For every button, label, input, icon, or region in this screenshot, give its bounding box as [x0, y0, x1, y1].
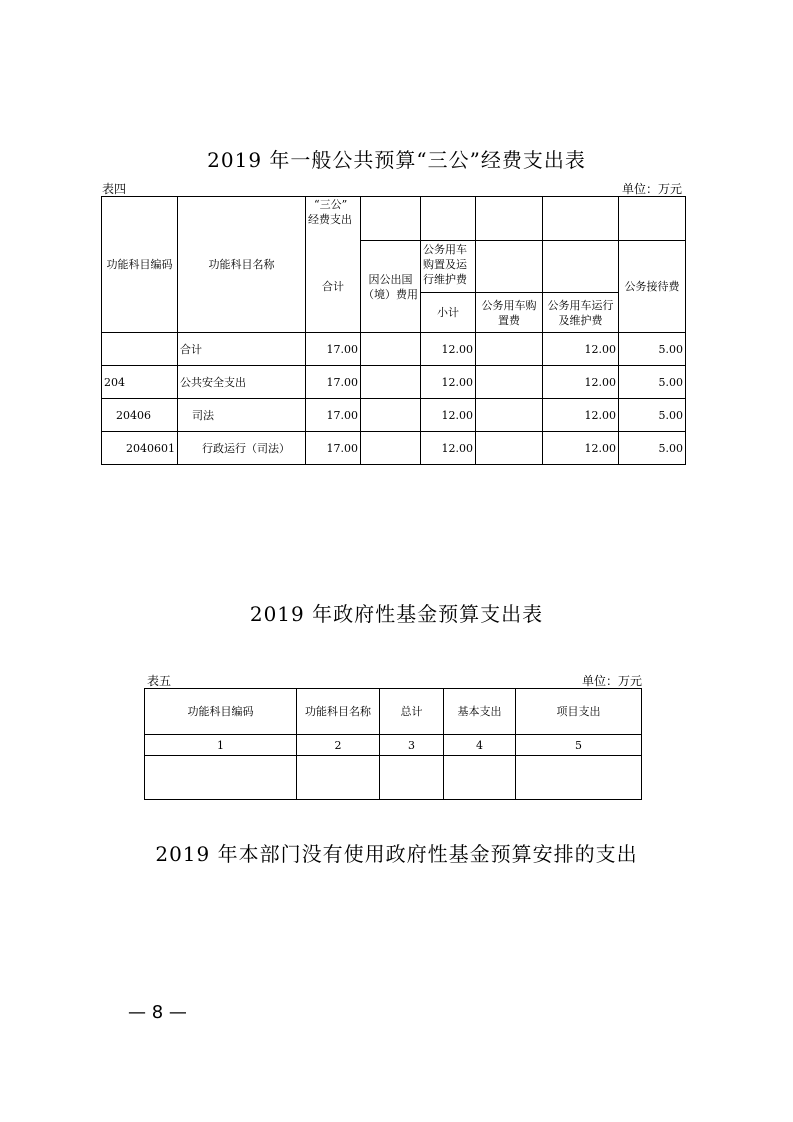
header-vehicle-purchase: 公务用车购置费	[476, 293, 543, 333]
table4-title: 2019 年一般公共预算“三公”经费支出表	[207, 148, 586, 172]
table-row	[145, 756, 642, 800]
table-row	[102, 366, 686, 399]
header-empty-cell	[619, 197, 686, 241]
cell-purchase	[476, 399, 543, 432]
cell-total: 17.00	[306, 399, 361, 432]
cell-code: 20406	[102, 399, 178, 432]
cell-total: 17.00	[306, 432, 361, 465]
cell-abroad	[361, 366, 421, 399]
header-basic: 基本支出	[444, 689, 516, 735]
column-number: 2	[297, 735, 380, 756]
cell-subtotal: 12.00	[421, 333, 476, 366]
empty-cell	[444, 756, 516, 800]
column-number: 3	[380, 735, 444, 756]
header-empty-cell	[543, 241, 619, 293]
cell-code	[102, 333, 178, 366]
table5-label: 表五	[147, 674, 172, 688]
cell-name: 公共安全支出	[178, 366, 306, 399]
header-empty-cell	[543, 197, 619, 241]
table4-unit: 单位：万元	[622, 182, 683, 196]
cell-reception: 5.00	[619, 333, 686, 366]
header-empty-cell	[421, 197, 476, 241]
header-code: 功能科目编码	[145, 689, 297, 735]
cell-ops: 12.00	[543, 366, 619, 399]
header-empty-cell	[361, 197, 421, 241]
cell-subtotal: 12.00	[421, 366, 476, 399]
header-empty-cell	[476, 197, 543, 241]
empty-cell	[145, 756, 297, 800]
cell-purchase	[476, 366, 543, 399]
header-reception: 公务接待费	[619, 241, 686, 333]
header-abroad: 因公出国（境）费用	[361, 241, 421, 333]
no-fund-note: 2019 年本部门没有使用政府性基金预算安排的支出	[155, 842, 638, 866]
cell-abroad	[361, 333, 421, 366]
cell-reception: 5.00	[619, 432, 686, 465]
cell-reception: 5.00	[619, 366, 686, 399]
empty-cell	[516, 756, 642, 800]
cell-purchase	[476, 432, 543, 465]
table4-label: 表四	[102, 182, 127, 196]
cell-total: 17.00	[306, 333, 361, 366]
header-vehicle-group: 公务用车购置及运行维护费	[421, 241, 476, 293]
cell-name: 合计	[178, 333, 306, 366]
cell-name: 司法	[178, 399, 306, 432]
header-name: 功能科目名称	[178, 197, 306, 333]
column-number: 4	[444, 735, 516, 756]
cell-code: 204	[102, 366, 178, 399]
sangong-expense-table	[101, 196, 686, 465]
page-number: — 8 —	[128, 1002, 187, 1023]
cell-subtotal: 12.00	[421, 399, 476, 432]
header-subtotal: 小计	[421, 293, 476, 333]
header-total: 总计	[380, 689, 444, 735]
fund-expense-table	[144, 688, 642, 800]
cell-ops: 12.00	[543, 333, 619, 366]
header-total: 合计	[306, 241, 361, 333]
column-number: 1	[145, 735, 297, 756]
header-vehicle-ops: 公务用车运行及维护费	[543, 293, 619, 333]
cell-abroad	[361, 432, 421, 465]
header-project: 项目支出	[516, 689, 642, 735]
cell-code: 2040601	[102, 432, 178, 465]
cell-abroad	[361, 399, 421, 432]
cell-total: 17.00	[306, 366, 361, 399]
table-row	[102, 399, 686, 432]
column-number: 5	[516, 735, 642, 756]
cell-ops: 12.00	[543, 432, 619, 465]
table5-unit: 单位：万元	[582, 674, 643, 688]
cell-purchase	[476, 333, 543, 366]
header-empty-cell	[476, 241, 543, 293]
cell-reception: 5.00	[619, 399, 686, 432]
cell-subtotal: 12.00	[421, 432, 476, 465]
table-row	[102, 333, 686, 366]
cell-name: 行政运行（司法）	[178, 432, 306, 465]
empty-cell	[297, 756, 380, 800]
table5-title: 2019 年政府性基金预算支出表	[249, 602, 544, 626]
header-sangong: “三公” 经费支出	[306, 197, 361, 241]
table-row	[102, 432, 686, 465]
empty-cell	[380, 756, 444, 800]
header-name: 功能科目名称	[297, 689, 380, 735]
cell-ops: 12.00	[543, 399, 619, 432]
header-code: 功能科目编码	[102, 197, 178, 333]
